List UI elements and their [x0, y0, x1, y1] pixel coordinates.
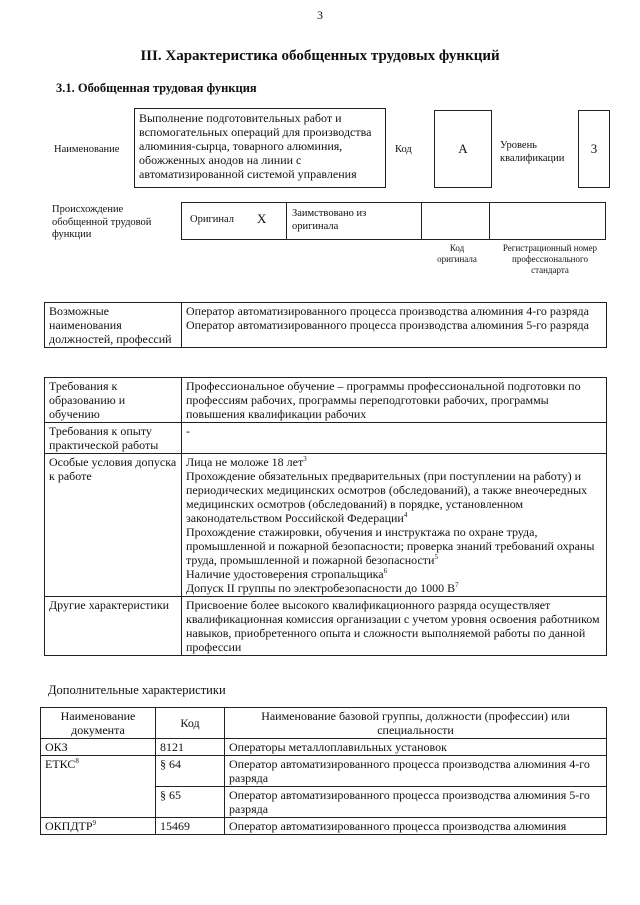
condition-line: Наличие удостоверения стропальщика$^6$ — [186, 567, 388, 581]
name-cell: Оператор автоматизированного процесса производства алюминия 5-го разряда — [225, 787, 607, 818]
condition-line: Лица не моложе 18 лет$^3$ — [186, 455, 307, 469]
code-cell: § 65 — [156, 787, 225, 818]
condition-line: Прохождение обязательных предварительных (при поступлении на работу) и периодических медицинских осмотров (обследований), а также внеочередных медицинских осмотров (обследований) в порядке, установленном законодательством Российской Федерации$^4$ — [186, 469, 588, 525]
positions-table — [44, 302, 607, 348]
additional-title: Дополнительные характеристики — [48, 683, 226, 697]
header-doc: Наименование документа — [41, 708, 156, 739]
code-original-caption: Код оригинала — [437, 243, 477, 264]
table-row — [41, 818, 607, 835]
original-mark: X — [257, 211, 267, 226]
requirement-value: Профессиональное обучение – программы профессиональной подготовки по профессиям рабочих, программы переподготовки рабочих, программы повышения квалификации рабочих — [182, 378, 607, 423]
header-name: Наименование базовой группы, должности (профессии) или специальности — [225, 708, 607, 739]
name-cell: Оператор автоматизированного процесса производства алюминия 4-го разряда — [225, 756, 607, 787]
level-label: Уровень квалификации — [500, 140, 565, 164]
code-cell: § 64 — [156, 756, 225, 787]
requirement-value: Присвоение более высокого квалификационного разряда осуществляет квалификационная комиссия организации с учетом уровня освоения работником навыков, приобретенного опыта и сложности выполняемой работы по данной профессии — [182, 597, 607, 656]
name-cell: Операторы металлоплавильных установок — [225, 739, 607, 756]
origin-divider — [286, 202, 287, 240]
position-line: Оператор автоматизированного процесса производства алюминия 5-го разряда — [186, 318, 589, 332]
table-row — [45, 303, 607, 348]
doc-cell: ЕТКС$^8$ — [41, 756, 156, 818]
code-value-box — [434, 110, 492, 188]
table-row — [45, 454, 607, 597]
requirements-table — [44, 377, 607, 656]
special-conditions-cell — [182, 454, 607, 597]
requirement-label: Другие характеристики — [45, 597, 182, 656]
table-header-row — [41, 708, 607, 739]
doc-cell: ОКПДТР$^9$ — [41, 818, 156, 835]
table-row — [45, 378, 607, 423]
code-cell: 15469 — [156, 818, 225, 835]
additional-table — [40, 707, 607, 835]
name-value: Выполнение подготовительных работ и вспомогательных операций для производства алюминия-сырца, товарного алюминия, обожженных анодов на линии с автоматизированной системой управления — [139, 111, 372, 181]
table-row — [41, 739, 607, 756]
origin-divider — [421, 202, 422, 240]
name-label: Наименование — [54, 144, 120, 155]
subsection-title: 3.1. Обобщенная трудовая функция — [56, 81, 257, 95]
code-value: А — [458, 141, 468, 156]
condition-line: Прохождение стажировки, обучения и инструктажа по охране труда, промышленной и пожарной безопасности; проверка знаний требований охраны труда, промышленной и пожарной безопасности$^5$ — [186, 525, 595, 567]
doc-cell: ОКЗ — [41, 739, 156, 756]
requirement-value: - — [182, 423, 607, 454]
level-value-box — [578, 110, 610, 188]
code-cell: 8121 — [156, 739, 225, 756]
origin-divider — [489, 202, 490, 240]
position-line: Оператор автоматизированного процесса производства алюминия 4-го разряда — [186, 304, 589, 318]
table-row — [45, 423, 607, 454]
section-title: III. Характеристика обобщенных трудовых функций — [140, 48, 500, 64]
page-number: 3 — [317, 8, 323, 22]
name-cell: Оператор автоматизированного процесса производства алюминия — [225, 818, 607, 835]
reg-number-caption: Регистрационный номер профессионального стандарта — [502, 243, 598, 275]
origin-label: Происхождение обобщенной трудовой функции — [52, 204, 152, 240]
positions-cell — [182, 303, 607, 348]
borrowed-label: Заимствовано из оригинала — [292, 208, 367, 232]
table-row — [45, 597, 607, 656]
requirement-label: Требования к образованию и обучению — [45, 378, 182, 423]
level-value: 3 — [590, 141, 598, 156]
header-code: Код — [156, 708, 225, 739]
condition-line: Допуск II группы по электробезопасности до 1000 $В^7$ — [186, 581, 459, 595]
requirement-label: Требования к опыту практической работы — [45, 423, 182, 454]
code-label: Код — [395, 144, 412, 155]
positions-label: Возможные наименования должностей, профессий — [45, 303, 182, 348]
name-value-box — [134, 108, 386, 188]
original-label: Оригинал — [190, 214, 234, 225]
requirement-label: Особые условия допуска к работе — [45, 454, 182, 597]
table-row — [41, 756, 607, 787]
